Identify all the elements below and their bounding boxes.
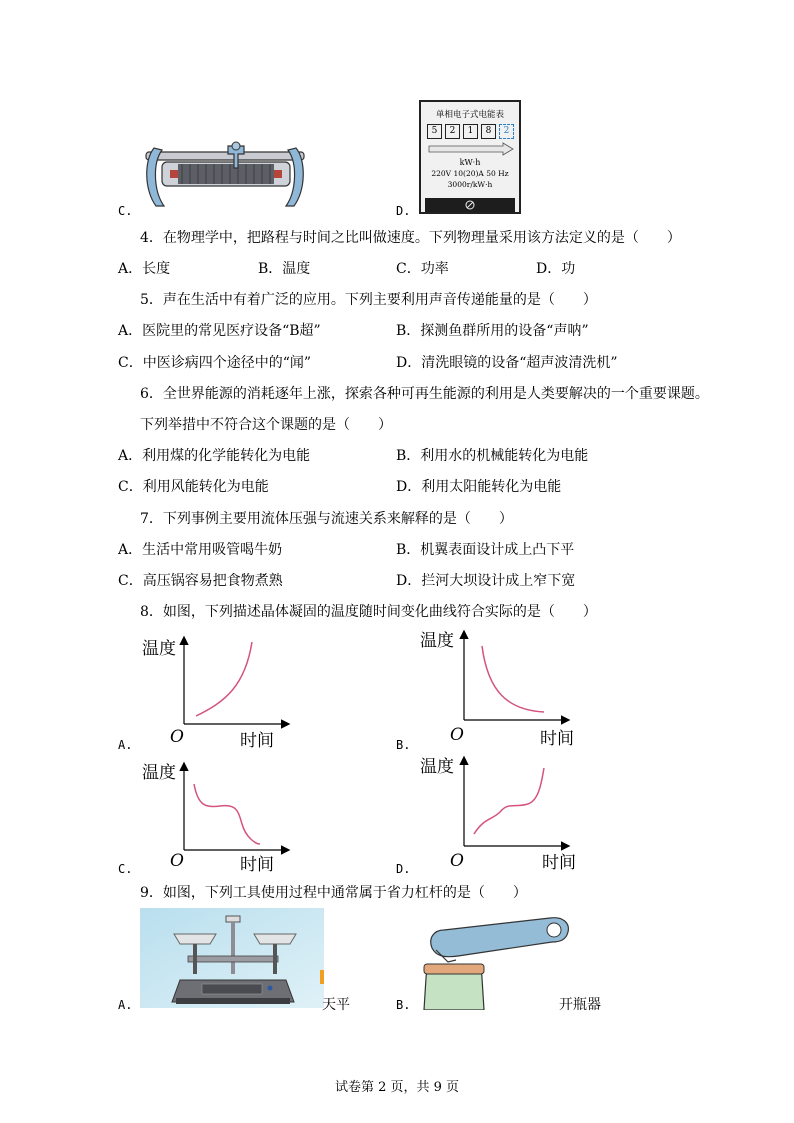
q9-stem: 9．如图，下列工具使用过程中通常属于省力杠杆的是（ ）	[140, 885, 527, 901]
q8-graph-a-origin: O	[170, 727, 184, 747]
q9-option-b-label: B.	[396, 998, 411, 1012]
q8-graph-d-xlabel: 时间	[542, 853, 576, 873]
q8-graph-b-curve	[482, 646, 544, 712]
balance-scale-image	[140, 908, 324, 1008]
q8-graph-d	[418, 748, 582, 876]
meter-spec-2: 3000r/kW·h	[447, 180, 493, 189]
meter-title: 单相电子式电能表	[435, 110, 504, 120]
q5-option-b: B．探测鱼群所用的设备“声呐”	[396, 323, 589, 339]
q8-graph-c-xlabel: 时间	[240, 855, 274, 875]
q6-option-a: A．利用煤的化学能转化为电能	[118, 448, 311, 464]
q6-stem-line1: 6．全世界能源的消耗逐年上涨，探索各种可再生能源的利用是人类要解决的一个重要课题。	[140, 386, 709, 402]
q8-stem: 8．如图，下列描述晶体凝固的温度随时间变化曲线符合实际的是（ ）	[140, 604, 597, 620]
q8-graph-c-ylabel: 温度	[142, 763, 176, 783]
q7-option-a: A．生活中常用吸管喝牛奶	[118, 542, 283, 558]
q8-graph-a-curve	[196, 642, 252, 716]
bottle-opener-image	[418, 912, 578, 1010]
meter-unit: kW·h	[459, 158, 481, 167]
q8-graph-c-origin: O	[170, 851, 184, 871]
q5-option-d: D．清洗眼镜的设备“超声波清洗机”	[396, 355, 618, 371]
meter-digits	[427, 124, 515, 139]
q4-option-c: C．功率	[396, 261, 449, 277]
q9-option-a-label: A.	[118, 998, 133, 1012]
q7-option-b: B．机翼表面设计成上凸下平	[396, 542, 575, 558]
option-c-label: C.	[118, 204, 133, 218]
q4-option-b: B．温度	[258, 261, 311, 277]
rheostat-image	[140, 140, 312, 214]
q6-stem-line2: 下列举措中不符合这个课题的是（ ）	[140, 417, 392, 433]
q4-option-d: D．功	[536, 261, 576, 277]
energy-meter-image	[419, 100, 521, 214]
q8-graph-c	[140, 754, 300, 876]
q9-option-a-name: 天平	[322, 997, 350, 1013]
q8-graph-a-label: A.	[118, 738, 133, 752]
q7-stem: 7．下列事例主要用流体压强与流速关系来解释的是（ ）	[140, 511, 513, 527]
meter-digit: 8	[481, 124, 496, 139]
meter-digit: 5	[427, 124, 442, 139]
q6-option-c: C．利用风能转化为电能	[118, 479, 269, 495]
q8-graph-c-label: C.	[118, 862, 133, 876]
q9-option-b-name: 开瓶器	[559, 997, 601, 1013]
meter-spec-1: 220V 10(20)A 50 Hz	[431, 169, 509, 178]
q8-graph-d-origin: O	[450, 851, 464, 871]
option-d-label: D.	[396, 204, 411, 218]
q8-graph-b-ylabel: 温度	[420, 631, 454, 651]
q8-graph-d-label: D.	[396, 862, 411, 876]
q8-graph-c-curve	[194, 784, 260, 844]
q8-graph-b-label: B.	[396, 738, 411, 752]
q8-graph-b-origin: O	[450, 725, 464, 745]
meter-digit: 2	[445, 124, 460, 139]
q8-graph-d-ylabel: 温度	[420, 757, 454, 777]
q8-graph-a	[140, 628, 300, 750]
q8-graph-d-curve	[474, 768, 544, 834]
meter-digit-decimal: 2	[499, 124, 514, 139]
q8-graph-b	[418, 622, 582, 750]
q5-option-a: A．医院里的常见医疗设备“B超”	[118, 323, 321, 339]
q4-option-a: A．长度	[118, 261, 171, 277]
q6-option-b: B．利用水的机械能转化为电能	[396, 448, 589, 464]
page-footer: 试卷第 2 页，共 9 页	[334, 1080, 460, 1095]
q5-option-c: C．中医诊病四个途径中的“闻”	[118, 355, 312, 371]
q4-stem: 4．在物理学中，把路程与时间之比叫做速度。下列物理量采用该方法定义的是（ ）	[140, 230, 681, 246]
q7-option-d: D．拦河大坝设计成上窄下宽	[396, 573, 576, 589]
q5-stem: 5．声在生活中有着广泛的应用。下列主要利用声音传递能量的是（ ）	[140, 292, 597, 308]
q8-graph-a-ylabel: 温度	[142, 639, 176, 659]
q8-graph-a-xlabel: 时间	[240, 731, 274, 750]
q8-graph-b-xlabel: 时间	[540, 729, 574, 749]
meter-digit: 1	[463, 124, 478, 139]
q7-option-c: C．高压锅容易把食物煮熟	[118, 573, 283, 589]
q6-option-d: D．利用太阳能转化为电能	[396, 479, 562, 495]
